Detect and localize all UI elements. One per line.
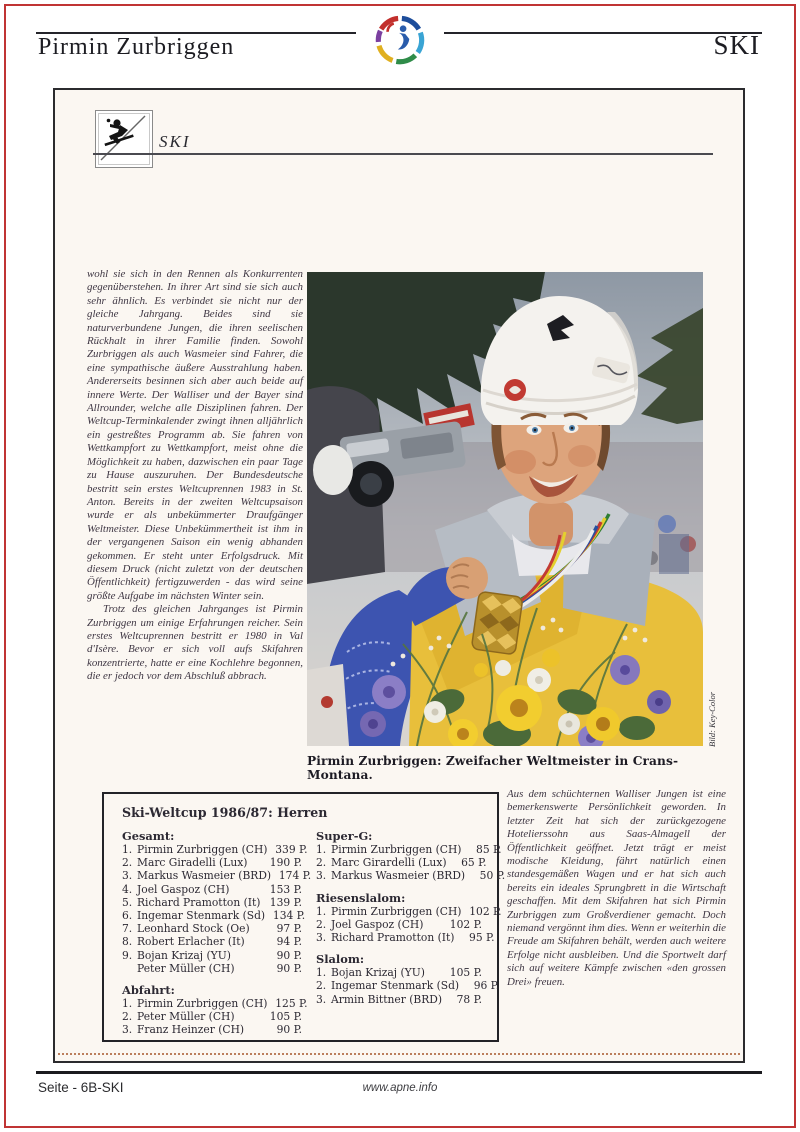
table-row xyxy=(316,931,495,945)
table-row xyxy=(316,966,482,979)
rank: 2. xyxy=(122,856,133,870)
photo-caption: Pirmin Zurbriggen: Zweifacher Weltmeister in Crans-Montana. xyxy=(307,754,679,782)
athlete-name: Richard Pramotton (It) xyxy=(137,895,261,909)
points: 96 P. xyxy=(473,979,500,993)
athlete-name: Pirmin Zurbriggen (CH) xyxy=(137,843,268,856)
points: 90 P. xyxy=(276,961,302,975)
points: 90 P. xyxy=(276,948,302,962)
table-row xyxy=(122,843,308,856)
points: 339 P. xyxy=(275,843,308,856)
article-left-column xyxy=(87,268,303,684)
downhill-skier-icon xyxy=(96,111,150,165)
rank: 6. xyxy=(122,909,133,923)
article-paragraph: Trotz des gleichen Jahrganges ist Pirmin Zurbriggen um einige Erfahrungen reicher. Sein erstes Weltcuprennen bestritt er 1980 in Val d'Isère. Bevor er sich voll aufs Skifahren konzentrierte, hatte er eine Kochlehre begonnen, die er jedoch vor dem Abschluß abbrach. xyxy=(87,603,303,683)
athlete-name: Robert Erlacher (It) xyxy=(137,935,245,949)
table-row xyxy=(122,922,302,935)
table-row xyxy=(316,856,487,870)
points: 125 P. xyxy=(275,997,308,1011)
footer-rule xyxy=(36,1071,762,1074)
rank: 2. xyxy=(316,979,327,993)
article-right-column xyxy=(507,788,726,989)
athlete-name: Armin Bittner (BRD) xyxy=(331,992,443,1006)
table-row xyxy=(316,869,506,883)
points: 97 P. xyxy=(276,922,302,936)
rank: 1. xyxy=(122,997,133,1011)
points: 90 P. xyxy=(276,1023,302,1037)
table-row xyxy=(122,1010,302,1023)
table-section-slalom xyxy=(316,952,500,1006)
rank: 1. xyxy=(316,904,327,918)
table-row xyxy=(122,856,302,869)
athlete-name: Bojan Krizaj (YU) xyxy=(137,948,231,962)
table-row xyxy=(122,1023,302,1036)
athlete-name: Joel Gaspoz (CH) xyxy=(137,882,230,896)
header-title-right: SKI xyxy=(713,30,760,60)
table-row xyxy=(122,896,302,909)
points: 102 P. xyxy=(469,904,502,918)
table-title: Ski-Weltcup 1986/87: Herren xyxy=(122,805,328,820)
section-heading: Slalom: xyxy=(316,952,365,967)
points: 139 P. xyxy=(269,895,302,909)
section-heading: Super-G: xyxy=(316,829,373,843)
rank: 9. xyxy=(122,948,133,962)
table-row xyxy=(122,949,302,962)
athlete-name: Marc Girardelli (Lux) xyxy=(331,856,447,870)
table-row xyxy=(316,904,502,918)
rank: 3. xyxy=(316,869,327,883)
table-row xyxy=(122,883,302,896)
sport-figure-logo-icon xyxy=(371,7,429,69)
athlete-name: Pirmin Zurbriggen (CH) xyxy=(331,904,462,918)
table-row xyxy=(316,843,502,856)
gold-medal xyxy=(471,591,523,655)
points: 134 P. xyxy=(272,909,306,923)
content-panel xyxy=(53,88,745,1063)
table-row xyxy=(122,935,302,948)
points: 50 P. xyxy=(479,869,506,883)
points: 102 P. xyxy=(449,917,482,931)
points: 105 P. xyxy=(269,1010,302,1024)
logo-container xyxy=(356,5,444,71)
photo-illustration xyxy=(307,272,703,746)
table-section-gesamt xyxy=(122,829,312,975)
points: 85 P. xyxy=(476,843,502,856)
ski-pictogram-box xyxy=(95,110,153,168)
athlete-name: Leonhard Stock (Oe) xyxy=(137,922,250,936)
table-row xyxy=(316,979,500,993)
rank: 5. xyxy=(122,895,133,909)
rank xyxy=(122,962,137,975)
section-heading: Abfahrt: xyxy=(122,983,175,998)
footer-page-label: Seite - 6B-SKI xyxy=(38,1080,124,1095)
athlete-name: Ingemar Stenmark (Sd) xyxy=(137,909,266,923)
photo-credit: Bild: Key-Color xyxy=(707,691,717,747)
points: 190 P. xyxy=(269,856,302,870)
points: 95 P. xyxy=(469,931,495,945)
table-row xyxy=(122,962,302,975)
athlete-name: Joel Gaspoz (CH) xyxy=(331,917,424,931)
table-column-left xyxy=(122,829,312,1045)
points: 153 P. xyxy=(269,882,302,896)
athlete-name: Marc Giradelli (Lux) xyxy=(137,856,248,870)
table-section-abfahrt xyxy=(122,983,308,1037)
section-title: SKI xyxy=(159,132,191,151)
footer-url: www.apne.info xyxy=(362,1082,438,1094)
rank: 3. xyxy=(122,1023,133,1037)
rank: 1. xyxy=(316,843,327,856)
rank: 8. xyxy=(122,935,133,949)
points: 105 P. xyxy=(449,966,482,980)
table-row xyxy=(122,997,308,1011)
rank: 3. xyxy=(316,931,327,945)
article-paragraph: wohl sie sich in den Rennen als Konkurrenten gegenüberstehen. In ihrer Art sind sie sich auch sehr ähnlich. Es verbindet sie nicht nur der gleiche Jahrgang. Beides sind sie naturverbundene Jungen, die ihren seelischen Rückhalt in ihrer Familie finden. Sowohl Zurbriggen als auch Wasmeier sind Fahrer, die eine sympathische äußere Ausstrahlung haben. Andererseits besinnen sich aber auch beide auf innere Werte. Der Walliser und der Bayer sind Allrounder, welche alle Disziplinen fahren. Der Weltcup-Terminkalender zwingt ihnen alljährlich ein gestreßtes Programm ab. Sie fahren von Wettkampfort zu Wettkampfort, meist ohne die Möglichkeit zu haben, dazwischen ein paar Tage zu Hause auszuruhen. Der Bundesdeutsche bestritt sein erstes Weltcuprennen 1983 in St. Anton. Bereits in der zweiten Weltcupsaison wurde er als unbekümmerter Draufgänger Weltmeister. Diese Unbekümmertheit ist ihm in der vergangenen Saison ein wenig abhanden gekommen. Er steht unter Erfolgsdruck. Mit diesem Druck (nicht zuletzt von der deutschen Öffentlichkeit) fertigzuwerden - das wird seine größte Aufgabe im nächsten Winter sein. xyxy=(87,268,303,602)
rank: 2. xyxy=(316,856,327,870)
points: 65 P. xyxy=(461,856,487,870)
points: 94 P. xyxy=(276,935,302,949)
table-section-riesenslalom xyxy=(316,890,502,945)
athlete-name: Peter Müller (CH) xyxy=(137,1010,235,1024)
rank: 3. xyxy=(316,992,327,1006)
rank: 4. xyxy=(122,882,133,896)
rank: 2. xyxy=(122,1010,133,1024)
athlete-name: Richard Pramotton (It) xyxy=(331,931,455,945)
table-row xyxy=(122,869,312,883)
table-section-superg xyxy=(316,829,506,883)
table-row xyxy=(316,918,482,931)
results-table xyxy=(102,792,506,1042)
dotted-divider xyxy=(58,1053,740,1055)
athlete-name: Markus Wasmeier (BRD) xyxy=(331,869,466,883)
athlete-name: Franz Heinzer (CH) xyxy=(137,1023,245,1037)
rank: 1. xyxy=(316,966,327,980)
table-row xyxy=(316,993,482,1006)
rank: 7. xyxy=(122,922,133,936)
table-row xyxy=(122,909,306,923)
photo-pirmin-zurbriggen xyxy=(307,272,703,746)
athlete-name: Bojan Krizaj (YU) xyxy=(331,966,425,980)
rank: 1. xyxy=(122,843,133,856)
points: 78 P. xyxy=(456,992,483,1006)
section-heading: Gesamt: xyxy=(122,829,175,843)
section-heading: Riesenslalom: xyxy=(316,890,406,905)
athlete-name: Peter Müller (CH) xyxy=(137,961,235,975)
athlete-name: Pirmin Zurbriggen (CH) xyxy=(137,997,268,1011)
athlete-name: Markus Wasmeier (BRD) xyxy=(137,869,272,883)
athlete-name: Pirmin Zurbriggen (CH) xyxy=(331,843,462,856)
rank: 2. xyxy=(316,917,327,931)
table-column-right xyxy=(316,829,506,1045)
rank: 3. xyxy=(122,869,133,883)
header-title-left: Pirmin Zurbriggen xyxy=(38,34,235,60)
points: 174 P. xyxy=(278,869,312,883)
article-paragraph: Aus dem schüchternen Walliser Jungen ist eine bemerkenswerte Persönlichkeit geworden. In letzter Zeit hat sich der zurückgezogene Hotelierssohn aus Saas-Almagell der Öffentlichkeit geöffnet. Jetzt trägt er meist modische Kleidung, fährt natürlich einen standesgemäßen Wagen und er hat sich auch bereits ein ideales Sprungbrett in die Wirtschaft geschaffen. Mit dem Skifahren hat sich Pirmin Zurbriggen zum Großverdiener gemacht. Doch niemand vergönnt ihm dies. Wenn er weiterhin die Freude am Skifahren behält, werden auch weitere Erfolge nicht ausbleiben. Und die Sportwelt darf sich auf weitere Kämpfe zwischen «den grossen Drei» freuen. xyxy=(507,788,726,988)
section-rule xyxy=(93,153,713,155)
athlete-name: Ingemar Stenmark (Sd) xyxy=(331,979,460,993)
